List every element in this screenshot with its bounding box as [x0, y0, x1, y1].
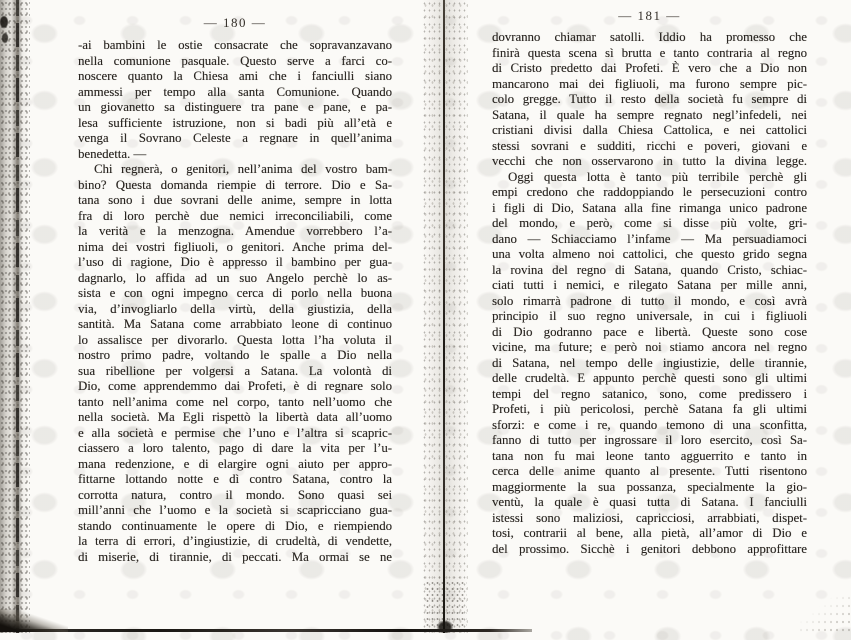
text-line: fanno di tutto per ingrossare il loro esercito, così Sa-: [492, 433, 807, 447]
text-line: maggiormente la sua possanza, specialmente la gio-: [492, 479, 807, 494]
text-line: nima dei vostri figliuoli, o genitori. Anche prima del-: [78, 239, 392, 254]
text-line: vecchi che non osservarono in tutto la divina legge.: [492, 154, 807, 168]
scan-left-edge-band: [0, 0, 30, 633]
text-line: Oggi questa lotta è tanto più terribile perchè gli: [508, 169, 807, 184]
text-line: sista e con ogni impegno cerca di porlo nella buona: [78, 286, 392, 300]
text-line: sforzi: e come i re, quando temono di una sconfitta,: [492, 417, 807, 432]
text-line: sua ribellione per volgersi a Satana. La volontà di: [78, 363, 392, 378]
text-line: lo assalisce per divorarlo. Questa lotta l’ha voluta il: [78, 332, 392, 347]
text-line: fittarne lottando notte e dì contro Satana, contro la: [78, 472, 392, 486]
text-line: nostro primo padre, voltando le spalle a Dio nella: [78, 348, 392, 362]
page-180: [78, 15, 392, 565]
text-line: la terra di errori, d’ingiustizie, di crudeltà, di vendette,: [78, 534, 392, 548]
text-line: benedetta. —: [78, 146, 147, 161]
text-line: del prossimo. Sicchè i genitori debbono approfittare: [492, 541, 807, 556]
scan-left-edge-line: [16, 0, 19, 633]
text-line: ciati tutti i nemici, e rilegato Satana per mille anni,: [492, 278, 807, 292]
text-line: dagnarlo, lo affida ad un suo Angelo perchè lo as-: [78, 270, 392, 285]
text-line: empi credono che raddoppiando le persecuzioni contro: [492, 185, 807, 199]
text-line: l’uso di ragione, Dio è appresso il bambino per gua-: [78, 255, 392, 269]
text-line: tempi del regno satanico, sono, come predissero i: [492, 386, 807, 401]
text-line: una volta almeno noi cattolici, che questo grido segna: [492, 247, 807, 261]
page-181-text-column: [492, 30, 807, 557]
page-181: [492, 8, 807, 557]
text-line: nella comunione pasquale. Questo serve a farci co-: [78, 53, 392, 68]
text-line: via, d’invogliarlo della virtù, della giustizia, della: [78, 301, 392, 316]
book-spine-shadow: [422, 0, 468, 633]
spine-bottom-smudge: [425, 580, 467, 633]
text-line: nella società. Ma Egli rispettò la libertà data all’uomo: [78, 410, 392, 424]
text-line: finirà questa scena sì brutta e tanto contraria al regno: [492, 45, 807, 60]
page-number-180: — 180 —: [203, 15, 267, 30]
text-line: tana non fu mai leone tanto agguerrito e tanto in: [492, 448, 807, 463]
text-line: cerca delle anime quanto al presente. Tutti risentono: [492, 464, 807, 478]
text-line: -ai bambini le ostie consacrate che sopravanzavano: [78, 38, 392, 52]
corner-smudge-top-left: [0, 14, 12, 48]
page-number-181: — 181 —: [618, 8, 681, 23]
text-line: tanto nell’anima come nel corpo, tanto nell’uomo che: [78, 394, 392, 409]
text-line: di Dio godranno pace e libertà. Queste sono cose: [492, 324, 807, 339]
text-line: del mondo, e però, come si disse più volte, gri-: [492, 216, 807, 230]
text-line: santità. Ma Satana come arrabbiato leone di continuo: [78, 317, 392, 331]
text-line: la rovina del regno di Satana, quando Cristo, schiac-: [492, 262, 807, 277]
text-line: colo gregge. Tutto il resto della società fu sempre di: [492, 92, 807, 106]
text-line: tana sono i due sovrani delle anime, sempre in lotta: [78, 193, 392, 207]
corner-smudge-bottom-left: [0, 609, 68, 632]
text-line: mana redenzione, e di elargire ogni aiuto per appro-: [78, 456, 392, 471]
text-line: noscere quanto la Chiesa ami che i fanciulli siano: [78, 69, 392, 83]
text-line: mill’anni che l’uomo e la società si scapricciano gua-: [78, 503, 392, 517]
text-line: stessi sovrani e sudditi, ricchi e poveri, giovani e: [492, 138, 807, 153]
text-line: Chi regnerà, o genitori, nell’anima del vostro bam-: [94, 162, 392, 176]
text-line: solo rimarrà padrone di tutto il mondo, e così avrà: [492, 293, 807, 308]
text-line: un giovanetto sa distinguere tra pane e pane, e pa-: [78, 100, 392, 114]
text-line: istessi sono maliziosi, capricciosi, arrabbiati, dispet-: [492, 510, 807, 525]
text-line: e alla società e permise che l’uno e l’altra si scapric-: [78, 425, 392, 440]
text-line: principio il suo regno universale, in cui i figliuoli: [492, 309, 807, 323]
text-line: mancarono mai dei figliuoli, ma furono sempre pic-: [492, 76, 807, 91]
text-line: fra di loro perchè due nemici irreconciliabili, come: [78, 208, 392, 223]
text-line: cristiani divisi dalla Chiesa Cattolica, e nei cattolici: [492, 123, 807, 137]
text-line: Dio, come apprendemmo dai Profeti, è di regnare solo: [78, 379, 392, 393]
text-line: di miserie, di tirannie, di peccati. Ma ormai se ne: [78, 549, 392, 564]
page-180-text-column: [78, 38, 392, 565]
scan-bottom-edge: [0, 629, 532, 632]
text-line: ammessi per tempo alla santa Comunione. Quando: [78, 84, 392, 99]
book-spine-line: [443, 0, 445, 633]
text-line: ciassero a loro talento, pago di dare la vita per l’u-: [78, 441, 392, 455]
text-line: venga il Sovrano Celeste a regnare in quell’anima: [78, 131, 392, 145]
text-line: vicine, ma future; e però noi stiamo ancora nel regno: [492, 340, 807, 354]
text-line: dano — Schiacciamo l’infame — Ma persuadiamoci: [492, 231, 807, 246]
corner-speckle-bottom-right: [798, 594, 851, 634]
text-line: dovranno chiamar satolli. Iddio ha promesso che: [492, 30, 807, 44]
text-line: tosi, contrarii al bene, alla pietà, all’amor di Dio e: [492, 526, 807, 540]
text-line: ventù, la quale è quasi tutta di Satana. I fanciulli: [492, 495, 807, 509]
text-line: di Cristo predetto dai Profeti. È vero che a Dio non: [492, 61, 807, 75]
text-line: lesa sufficiente istruzione, non si badi più all’età e: [78, 115, 392, 130]
text-line: di Satana, nel tempo delle ingiustizie, delle tirannie,: [492, 355, 807, 370]
text-line: bino? Questa domanda riempie di terrore. Dio e Sa-: [78, 177, 392, 192]
text-line: la verità e la menzogna. Amendue vorrebbero l’a-: [78, 224, 392, 238]
text-line: delle crudeltà. E appunto perchè questi sono gli ultimi: [492, 371, 807, 385]
text-line: Profeti, i più pericolosi, perchè Satana fa gli ultimi: [492, 402, 807, 416]
text-line: stando continuamente le opere di Dio, e riempiendo: [78, 518, 392, 533]
text-line: corrotta natura, contro il mondo. Sono quasi sei: [78, 487, 392, 502]
text-line: i figli di Dio, Satana alla fine rimanga unico padrone: [492, 200, 807, 215]
text-line: Satana, il quale ha sempre regnato negl’infedeli, nei: [492, 107, 807, 122]
